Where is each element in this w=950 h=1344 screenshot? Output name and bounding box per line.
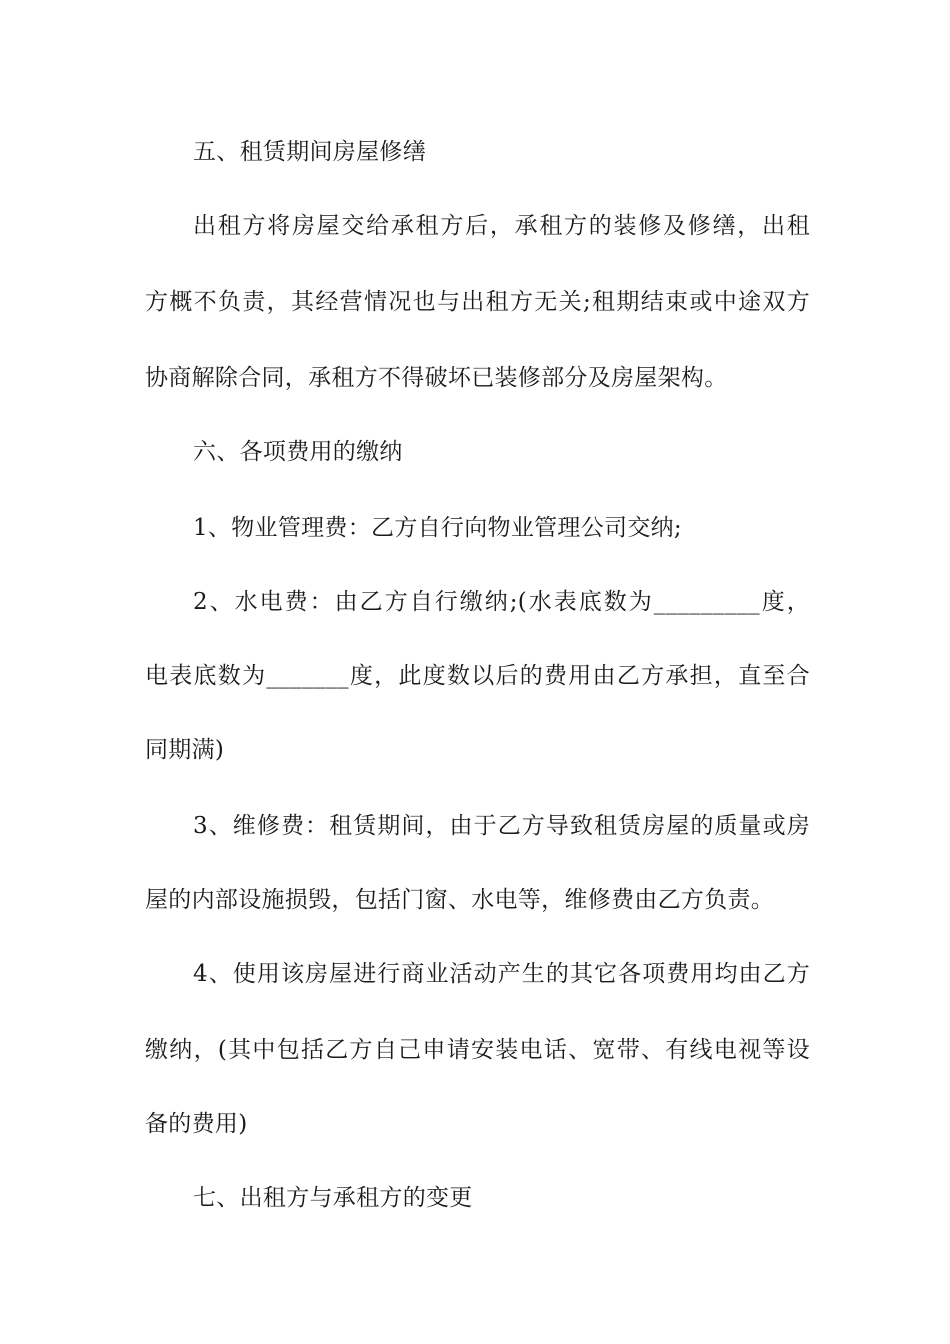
paragraph-line: 备的费用)	[145, 1111, 248, 1137]
paragraph-line: 出租方将房屋交给承租方后，承租方的装修及修缮，出租	[193, 213, 810, 239]
paragraph-line: 电表底数为_______度，此度数以后的费用由乙方承担，直至合	[145, 663, 810, 689]
paragraph-line: 1、物业管理费：乙方自行向物业管理公司交纳;	[193, 515, 682, 541]
section-heading-6: 六、各项费用的缴纳	[193, 439, 403, 465]
paragraph-line: 方概不负责，其经营情况也与出租方无关;租期结束或中途双方	[145, 289, 810, 315]
paragraph-line: 4、使用该房屋进行商业活动产生的其它各项费用均由乙方	[193, 961, 810, 987]
paragraph-line: 屋的内部设施损毁，包括门窗、水电等，维修费由乙方负责。	[145, 887, 775, 913]
section-heading-7: 七、出租方与承租方的变更	[193, 1185, 473, 1211]
paragraph-line: 协商解除合同，承租方不得破坏已装修部分及房屋架构。	[145, 365, 728, 391]
paragraph-line: 3、维修费：租赁期间，由于乙方导致租赁房屋的质量或房	[193, 813, 810, 839]
paragraph-line: 2、水电费：由乙方自行缴纳;(水表底数为_________度，	[193, 589, 810, 615]
paragraph-line: 缴纳，(其中包括乙方自己申请安装电话、宽带、有线电视等设	[145, 1037, 810, 1063]
paragraph-line: 同期满)	[145, 737, 225, 763]
section-heading-5: 五、租赁期间房屋修缮	[193, 139, 426, 165]
